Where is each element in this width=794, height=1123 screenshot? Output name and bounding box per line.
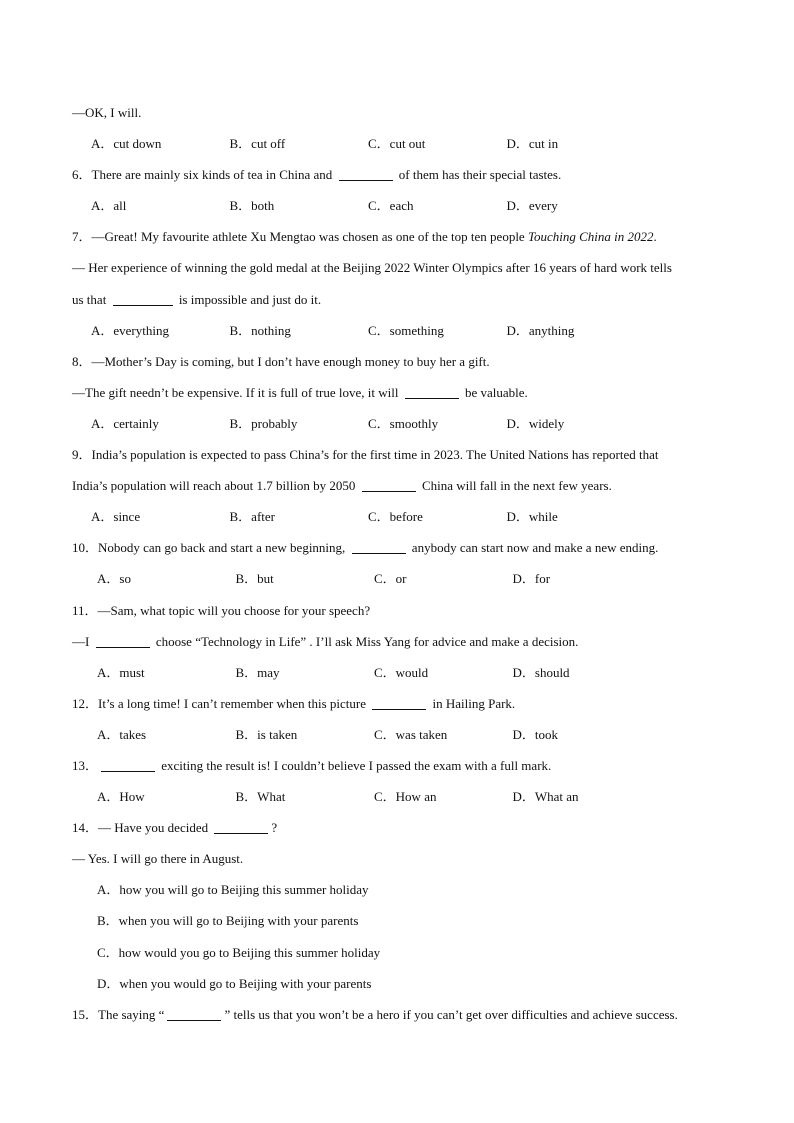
answer-options — [72, 506, 732, 537]
answer-option: A．certainly — [91, 415, 159, 431]
line-text: . — [653, 229, 657, 245]
answer-option: B．but — [235, 571, 274, 587]
answer-option: B．nothing — [229, 322, 291, 338]
line-text: C．how would you go to Beijing this summer holiday — [97, 944, 381, 960]
line-text: — Yes. I will go there in August. — [72, 851, 244, 867]
line-text: exciting the result is! I couldn’t believe I passed the exam with a full mark. — [158, 757, 552, 773]
line-text: D．when you would go to Beijing with your parents — [97, 975, 372, 991]
answer-option: C．each — [368, 198, 414, 214]
answer-option: A．so — [97, 571, 131, 587]
question-line — [72, 600, 732, 631]
line-text: 11．—Sam, what topic will you choose for your speech? — [72, 602, 371, 618]
answer-blank — [339, 179, 393, 181]
question-line — [72, 755, 732, 786]
answer-option: D．anything — [506, 322, 575, 338]
line-text: 9．India’s population is expected to pass China’s for the first time in 2023. The United Nations has reported that — [72, 447, 659, 463]
line-text: is impossible and just do it. — [175, 291, 322, 307]
line-text: in Hailing Park. — [429, 695, 516, 711]
answer-options — [72, 413, 732, 444]
question-line — [72, 1004, 732, 1035]
question-line — [72, 817, 732, 848]
question-line — [72, 164, 732, 195]
answer-blank — [405, 397, 459, 399]
answer-option-line — [72, 973, 732, 1004]
answer-option: D．What an — [512, 789, 579, 805]
answer-option: A．How — [97, 789, 145, 805]
line-text: China will fall in the next few years. — [418, 478, 612, 494]
answer-blank — [362, 490, 416, 492]
question-line — [72, 444, 732, 475]
question-line — [72, 257, 732, 288]
answer-blank — [167, 1019, 221, 1021]
line-text: ” tells us that you won’t be a hero if you can’t get over difficulties and achieve success. — [224, 1006, 678, 1022]
line-text: anybody can start now and make a new ending. — [408, 540, 659, 556]
answer-options — [72, 320, 732, 351]
answer-option: D．every — [506, 198, 558, 214]
answer-blank — [101, 770, 155, 772]
answer-option: A．everything — [91, 322, 169, 338]
answer-options — [72, 662, 732, 693]
line-text: us that — [72, 291, 110, 307]
answer-option: C．smoothly — [368, 415, 439, 431]
answer-option: B．may — [235, 664, 280, 680]
answer-option: C．How an — [374, 789, 437, 805]
answer-options — [72, 133, 732, 164]
question-line — [72, 537, 732, 568]
answer-blank — [96, 646, 150, 648]
italic-title-text: Touching China in 2022 — [527, 229, 654, 245]
answer-option: D．took — [512, 726, 559, 742]
answer-blank — [214, 832, 268, 834]
answer-option: A．takes — [97, 726, 147, 742]
exam-document — [72, 102, 732, 1035]
answer-option: A．since — [91, 509, 141, 525]
answer-option: A．cut down — [91, 136, 162, 152]
line-text: — Her experience of winning the gold medal at the Beijing 2022 Winter Olympics after 16 years of hard work tells — [72, 260, 672, 276]
line-text: India’s population will reach about 1.7 billion by 2050 — [72, 478, 359, 494]
line-text: 6．There are mainly six kinds of tea in China and — [72, 167, 336, 183]
question-line — [72, 631, 732, 662]
line-text: 7．—Great! My favourite athlete Xu Mengtao was chosen as one of the top ten people — [72, 229, 528, 245]
line-text: 13． — [72, 757, 99, 773]
answer-blank — [352, 552, 406, 554]
answer-option: D．should — [512, 664, 570, 680]
answer-option: D．for — [512, 571, 551, 587]
answer-option: B．probably — [229, 415, 298, 431]
line-text: 10．Nobody can go back and start a new beginning, — [72, 540, 349, 556]
answer-option: D．cut in — [506, 136, 559, 152]
answer-option: B．What — [235, 789, 286, 805]
answer-option: C．before — [368, 509, 423, 525]
line-text: 8．—Mother’s Day is coming, but I don’t have enough money to buy her a gift. — [72, 353, 490, 369]
line-text: 12．It’s a long time! I can’t remember when this picture — [72, 695, 370, 711]
question-line — [72, 102, 732, 133]
answer-option-line — [72, 910, 732, 941]
answer-options — [72, 195, 732, 226]
answer-option: C．or — [374, 571, 407, 587]
question-line — [72, 475, 732, 506]
line-text: 14．— Have you decided — [72, 820, 212, 836]
answer-option: C．something — [368, 322, 444, 338]
question-line — [72, 848, 732, 879]
answer-option: C．cut out — [368, 136, 426, 152]
answer-blank — [113, 304, 173, 306]
line-text: A．how you will go to Beijing this summer holiday — [97, 882, 369, 898]
answer-option: B．after — [229, 509, 275, 525]
question-line — [72, 289, 732, 320]
answer-option: D．while — [506, 509, 558, 525]
line-text: be valuable. — [461, 384, 528, 400]
line-text: —I — [72, 633, 93, 649]
answer-option: C．would — [374, 664, 429, 680]
answer-option: A．all — [91, 198, 127, 214]
answer-option-line — [72, 942, 732, 973]
answer-option: A．must — [97, 664, 145, 680]
question-line — [72, 226, 732, 257]
line-text: choose “Technology in Life” . I’ll ask Miss Yang for advice and make a decision. — [152, 633, 579, 649]
line-text: 15．The saying “ — [72, 1006, 165, 1022]
answer-option: B．cut off — [229, 136, 286, 152]
answer-option: B．both — [229, 198, 275, 214]
answer-options — [72, 568, 732, 599]
answer-options — [72, 724, 732, 755]
answer-option: D．widely — [506, 415, 565, 431]
answer-blank — [372, 708, 426, 710]
line-text: —The gift needn’t be expensive. If it is full of true love, it will — [72, 384, 402, 400]
answer-option-line — [72, 879, 732, 910]
line-text: B．when you will go to Beijing with your parents — [97, 913, 359, 929]
answer-options — [72, 786, 732, 817]
answer-option: C．was taken — [374, 726, 448, 742]
question-line — [72, 693, 732, 724]
answer-option: B．is taken — [235, 726, 298, 742]
line-text: ? — [271, 820, 278, 836]
line-text: —OK, I will. — [72, 105, 142, 120]
question-line — [72, 351, 732, 382]
question-line — [72, 382, 732, 413]
line-text: of them has their special tastes. — [395, 167, 562, 183]
